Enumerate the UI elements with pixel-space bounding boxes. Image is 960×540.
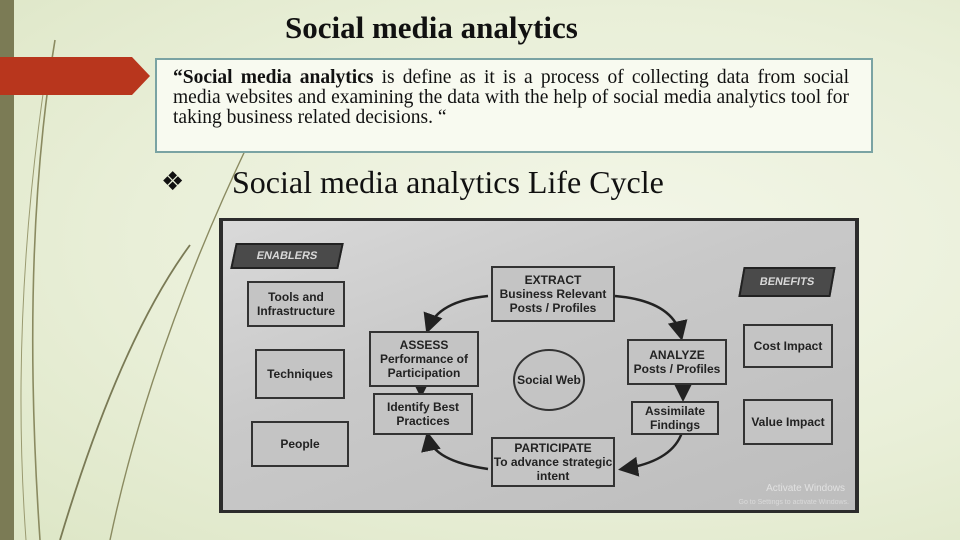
activate-windows-watermark: Activate Windows [766,483,845,494]
analyze-text: Posts / Profiles [633,362,721,376]
slide-subtitle: Social media analytics Life Cycle [232,164,664,200]
definition-term: “Social media analytics [173,67,374,88]
participate-title: PARTICIPATE [514,441,592,455]
cycle-analyze [627,339,727,385]
slide-title: Social media analytics [285,10,578,45]
lifecycle-diagram-photo [219,218,859,513]
assess-title: ASSESS [399,338,449,352]
definition-box [155,58,873,153]
cycle-extract [491,266,615,322]
cycle-center-social-web: Social Web [513,349,585,411]
activate-windows-subtext: Go to Settings to activate Windows. [738,499,849,506]
cycle-assimilate: Assimilate Findings [631,401,719,435]
benefit-value-impact: Value Impact [743,399,833,445]
diamond-bullet-icon: ❖ [161,167,185,197]
cycle-participate [491,437,615,487]
title-accent-tab [0,57,150,95]
extract-text: Business Relevant Posts / Profiles [499,287,607,315]
cycle-assess [369,331,479,387]
enabler-people: People [251,421,349,467]
analyze-title: ANALYZE [649,348,705,362]
participate-text: To advance strategic intent [493,455,613,483]
cycle-identify: Identify Best Practices [373,393,473,435]
enablers-header: ENABLERS [230,243,344,269]
benefits-header: BENEFITS [738,267,835,297]
enabler-techniques: Techniques [255,349,345,399]
diagram-canvas [223,221,855,510]
assess-text: Performance of Participation [379,352,469,380]
enabler-tools: Tools and Infrastructure [247,281,345,327]
benefit-cost-impact: Cost Impact [743,324,833,368]
definition-text: is define as it is a process of collecting data from social media websites and examining the data with the help of social media analytics tool for taking business related decisions. “ [173,67,849,128]
extract-title: EXTRACT [524,273,582,287]
